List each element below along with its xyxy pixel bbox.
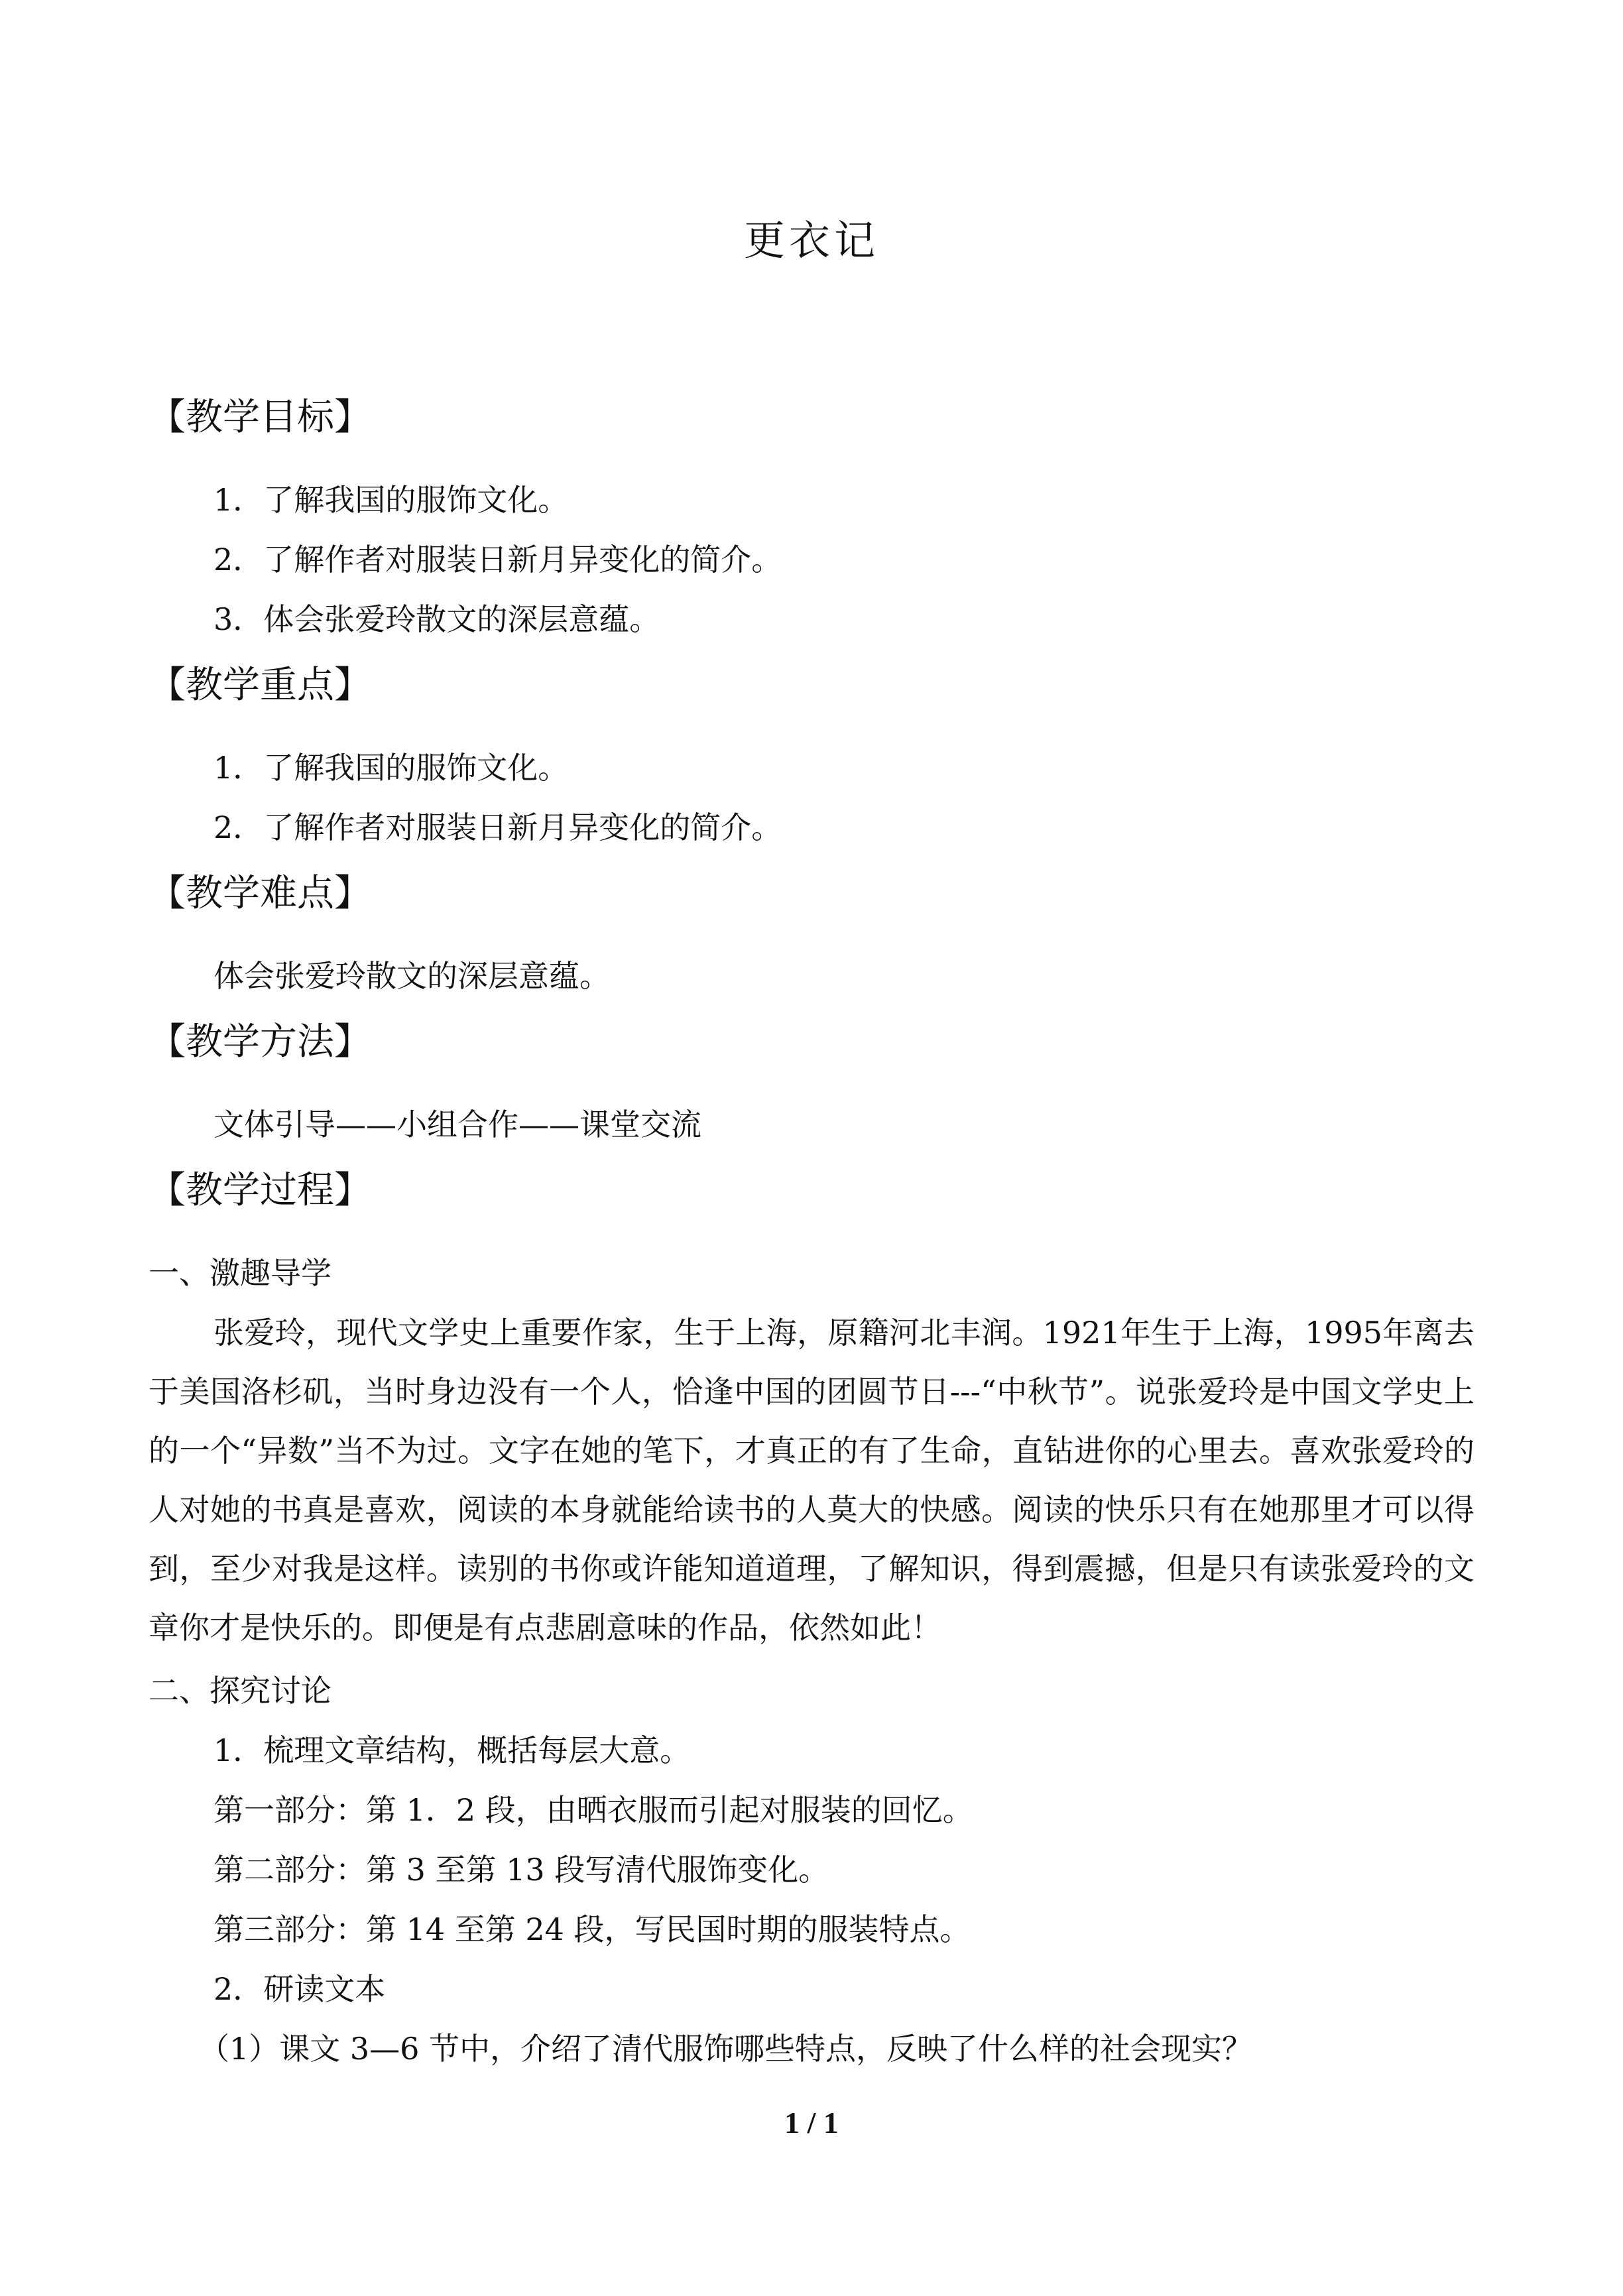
methods-heading: 【教学方法】 xyxy=(149,1020,371,1063)
difficulties-heading: 【教学难点】 xyxy=(149,872,371,915)
methods-text: 文体引导——小组合作——课堂交流 xyxy=(213,1107,701,1142)
document-title: 更衣记 xyxy=(743,216,879,265)
structure-item: 第一部分：第 1．2 段，由晒衣服而引起对服装的回忆。 xyxy=(213,1792,973,1828)
key-points-heading: 【教学重点】 xyxy=(149,664,371,707)
key-point-item: 2．了解作者对服装日新月异变化的简介。 xyxy=(213,810,782,845)
key-point-item: 1．了解我国的服饰文化。 xyxy=(213,750,569,786)
objective-item: 1．了解我国的服饰文化。 xyxy=(213,482,569,518)
step1-text: 1．梳理文章结构，概括每层大意。 xyxy=(213,1732,691,1768)
intro-paragraph: 张爱玲，现代文学史上重要作家，生于上海，原籍河北丰润。1921年生于上海，1995年离去于美国洛杉矶，当时身边没有一个人，恰逢中国的团圆节日---“中秋节”。说张爱玲是中国文学史上的一个“异数”当不为过。文字在她的笔下，才真正的有了生命，直钻进你的心里去。喜欢张爱玲的人对她的书真是喜欢，阅读的本身就能给读书的人莫大的快感。阅读的快乐只有在她那里才可以得到，至少对我是这样。读别的书你或许能知道道理，了解知识，得到震撼，但是只有读张爱玲的文章你才是快乐的。即便是有点悲剧意味的作品，依然如此！ xyxy=(149,1315,1474,1646)
process-heading: 【教学过程】 xyxy=(149,1169,371,1212)
step2-text: 2．研读文本 xyxy=(213,1971,386,2007)
objectives-heading: 【教学目标】 xyxy=(149,396,371,439)
page-number: 1 / 1 xyxy=(784,2106,839,2140)
difficulties-text: 体会张爱玲散文的深层意蕴。 xyxy=(213,958,610,994)
part1-title: 一、激趣导学 xyxy=(149,1255,331,1291)
structure-item: 第二部分：第 3 至第 13 段写清代服饰变化。 xyxy=(213,1852,829,1888)
objective-item: 3．体会张爱玲散文的深层意蕴。 xyxy=(213,601,660,637)
structure-item: 第三部分：第 14 至第 24 段，写民国时期的服装特点。 xyxy=(213,1911,971,1947)
question1-text: （1）课文 3—6 节中，介绍了清代服饰哪些特点，反映了什么样的社会现实？ xyxy=(199,2031,1253,2067)
part2-title: 二、探究讨论 xyxy=(149,1673,331,1709)
objective-item: 2．了解作者对服装日新月异变化的简介。 xyxy=(213,542,782,577)
